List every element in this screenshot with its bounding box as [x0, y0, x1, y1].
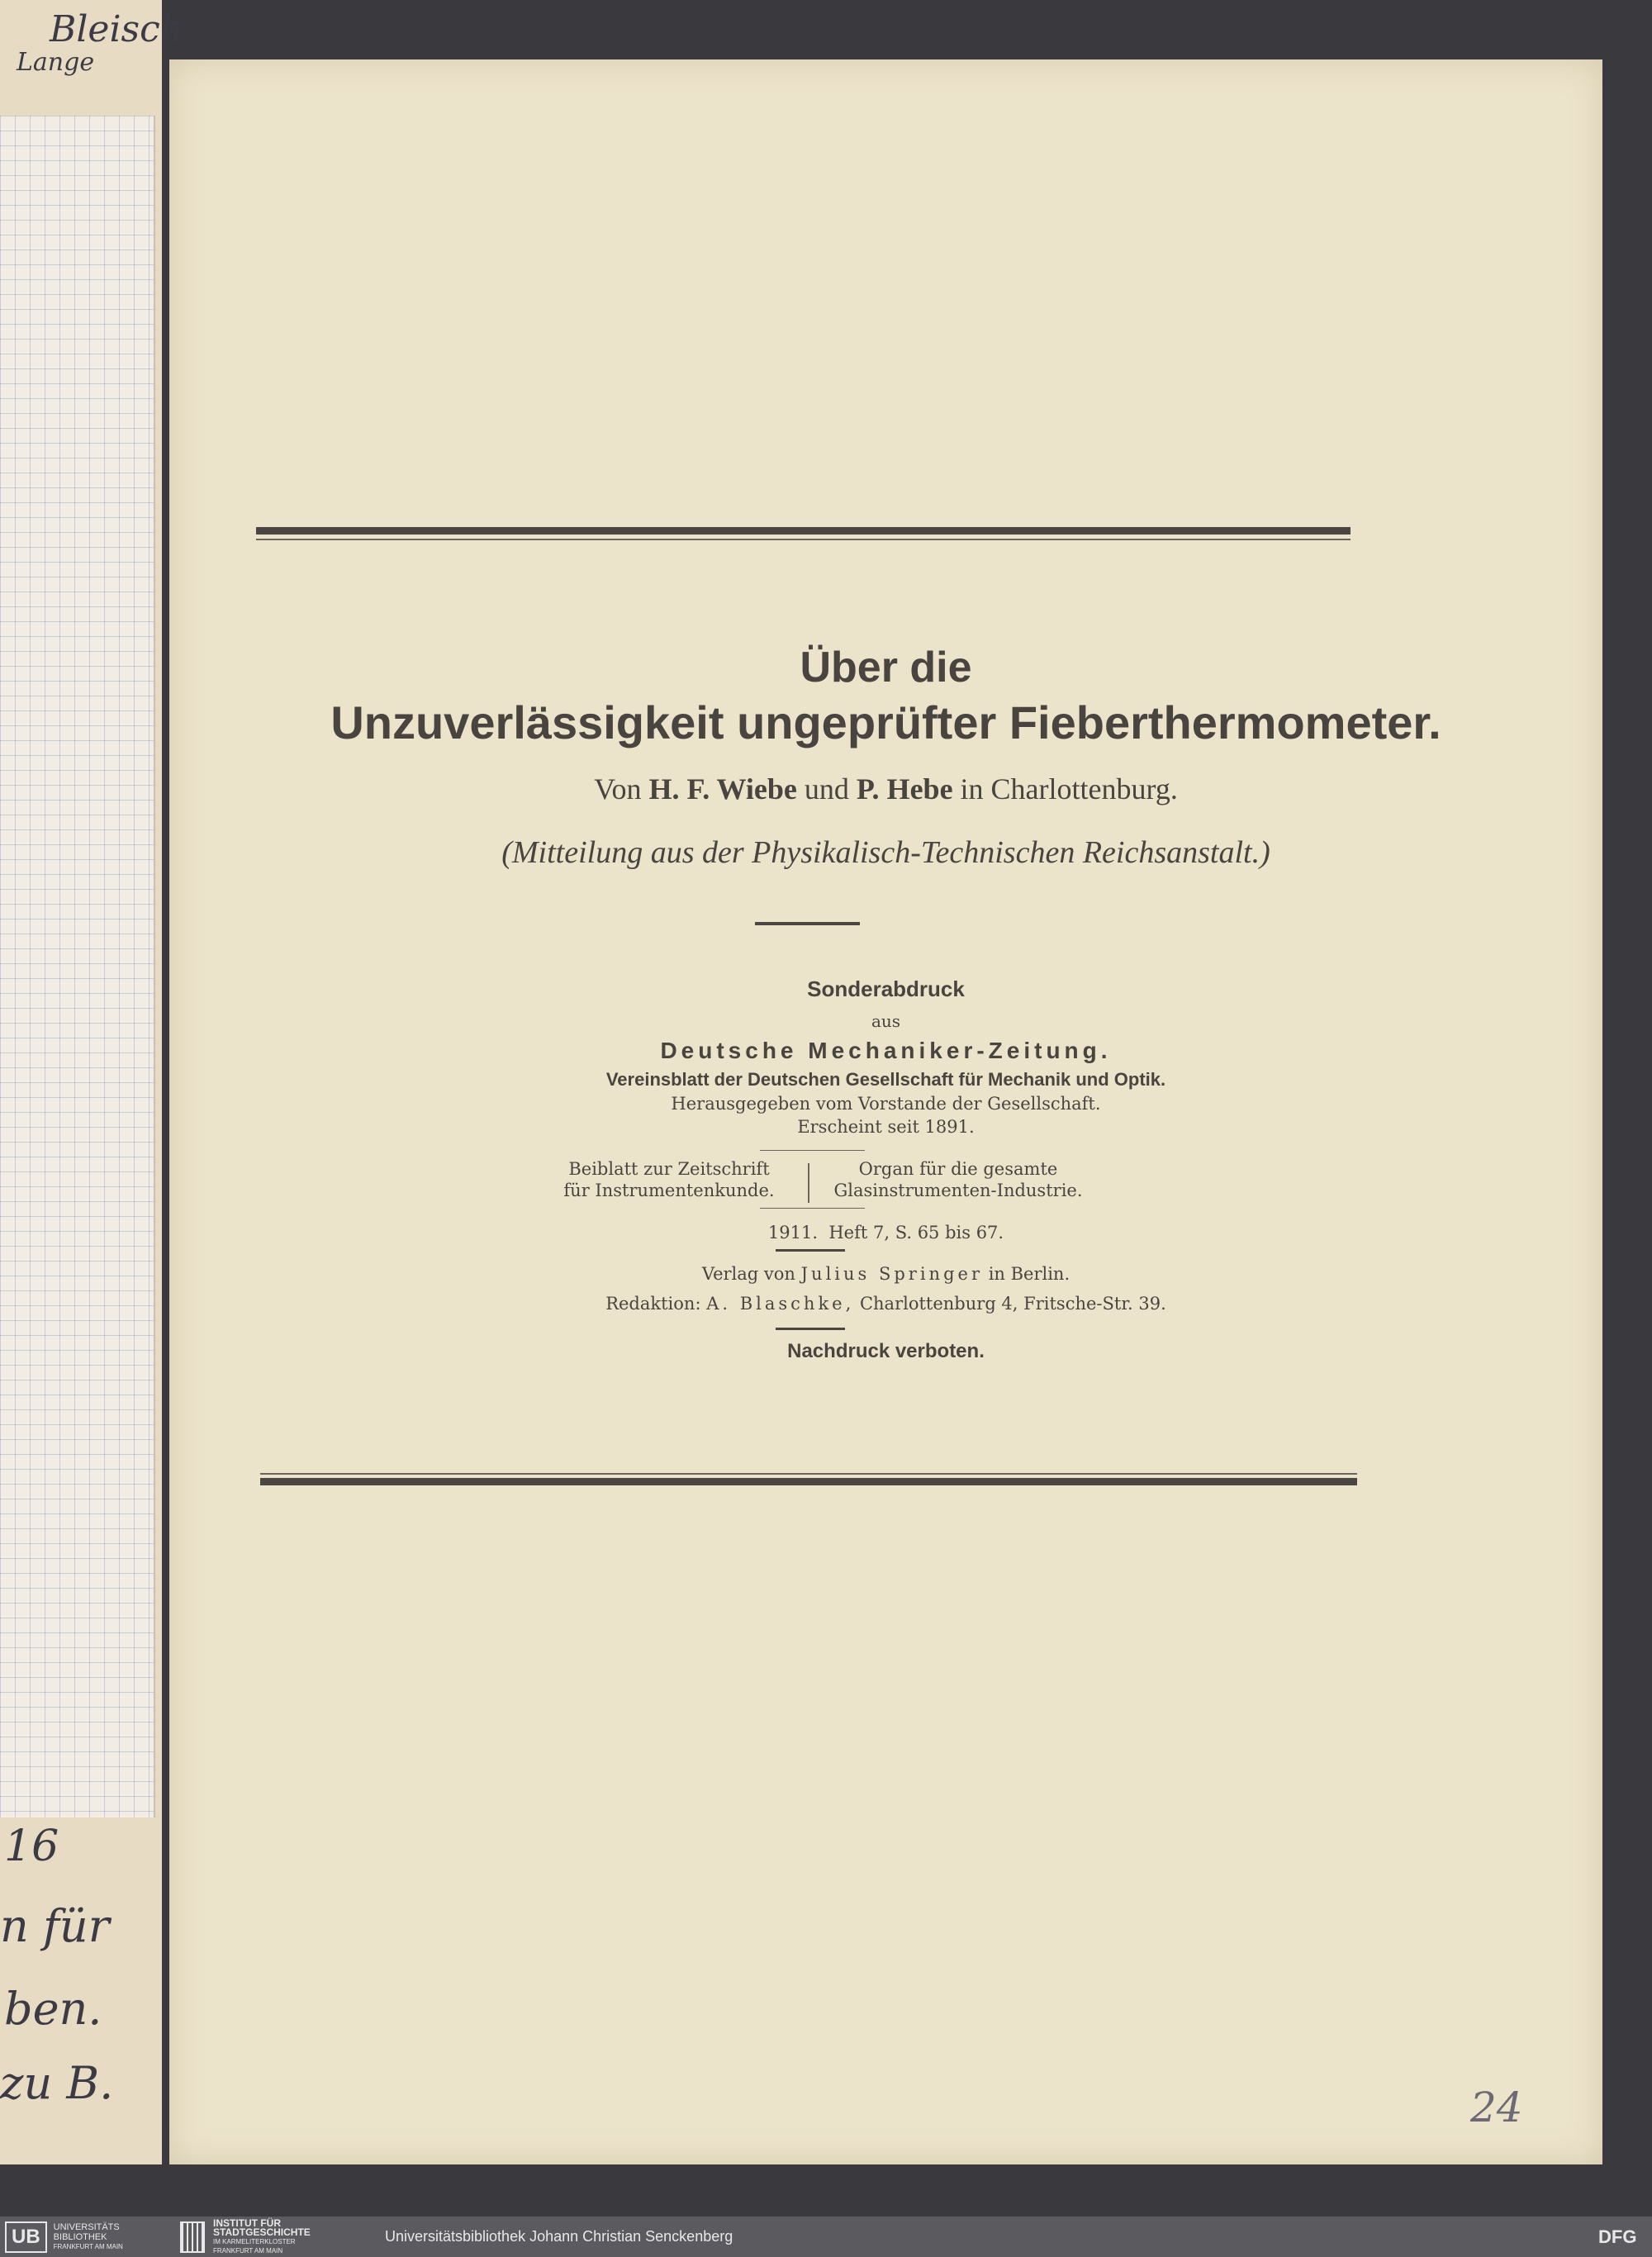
small-rule-4	[776, 1328, 845, 1330]
byline	[169, 772, 1602, 806]
inst-line-4: FRANKFURT AM MAIN	[213, 2246, 283, 2255]
handwriting-6: zu B.	[0, 2057, 114, 2109]
handwriting-3: 16	[4, 1822, 59, 1871]
title-line-1: Über die	[800, 644, 972, 691]
beiblatt-column	[545, 1158, 793, 1201]
organ-column	[822, 1158, 1094, 1201]
beiblatt-line-2: für Instrumentenkunde.	[563, 1181, 775, 1200]
redaktion-prefix: Redaktion:	[605, 1294, 701, 1314]
grid-paper	[0, 116, 155, 1817]
byline-und: und	[804, 772, 849, 805]
redaktion	[169, 1294, 1602, 1314]
top-rule-thick	[256, 527, 1351, 535]
page-number-handwritten: 24	[1470, 2084, 1523, 2131]
inst-line-3: IM KARMELITERKLOSTER	[213, 2237, 296, 2245]
ub-text-1: UNIVERSITÄTS	[53, 2221, 120, 2232]
aus: aus	[871, 1011, 901, 1031]
institute-text	[213, 2219, 311, 2255]
dfg-logo[interactable]: DFG	[1598, 2226, 1637, 2247]
handwriting-4: n für	[0, 1900, 110, 1952]
verlag	[169, 1264, 1602, 1284]
sonderabdruck: Sonderabdruck	[807, 976, 965, 1001]
organ-line-2: Glasinstrumenten-Industrie.	[833, 1181, 1083, 1200]
title-line-2: Unzuverlässigkeit ungeprüfter Fieberthermometer.	[330, 696, 1441, 748]
erscheint: Erscheint seit 1891.	[797, 1117, 975, 1137]
ub-text-2: BIBLIOTHEK	[53, 2231, 107, 2242]
bottom-rule-thin	[260, 1473, 1357, 1475]
column-divider	[808, 1163, 809, 1203]
author-2: P. Hebe	[856, 772, 953, 805]
small-rule-1	[760, 1150, 865, 1151]
author-1: H. F. Wiebe	[648, 772, 797, 805]
issue-info: 1911. Heft 7, S. 65 bis 67.	[767, 1223, 1004, 1243]
nachdruck-verboten: Nachdruck verboten.	[787, 1340, 985, 1362]
inst-line-2: STADTGESCHICHTE	[213, 2226, 311, 2238]
organ-line-1: Organ für die gesamte	[858, 1159, 1058, 1179]
library-name: Universitätsbibliothek Johann Christian Senckenberg	[385, 2228, 733, 2245]
ub-mark: UB	[5, 2221, 47, 2253]
redaktion-name: A. Blaschke,	[706, 1294, 855, 1314]
byline-von: Von	[594, 772, 642, 805]
ub-logo[interactable]	[5, 2217, 123, 2257]
beiblatt-line-1: Beiblatt zur Zeitschrift	[568, 1159, 770, 1179]
inst-line-1: INSTITUT FÜR	[213, 2217, 281, 2229]
journal-name: Deutsche Mechaniker-Zeitung.	[660, 1038, 1112, 1063]
handwriting-5: ben.	[4, 1983, 102, 2035]
underlying-sheet	[0, 0, 184, 2164]
institute-logo[interactable]	[180, 2217, 311, 2257]
top-rule-thin	[256, 539, 1351, 540]
small-rule-3	[776, 1249, 845, 1252]
redaktion-suffix: Charlottenburg 4, Fritsche-Str. 39.	[859, 1294, 1166, 1314]
bottom-rule-thick	[260, 1478, 1357, 1485]
verlag-name: Julius Springer	[800, 1264, 983, 1284]
journal-subtitle: Vereinsblatt der Deutschen Gesellschaft für Mechanik und Optik.	[605, 1069, 1166, 1090]
herausgeber: Herausgegeben vom Vorstande der Gesellschaft.	[671, 1094, 1101, 1114]
subtitle: (Mitteilung aus der Physikalisch-Technischen Reichsanstalt.)	[501, 835, 1270, 870]
footer-bar	[0, 2217, 1652, 2257]
ub-text-3: FRANKFURT AM MAIN	[53, 2242, 123, 2250]
handwriting-2: Lange	[17, 48, 95, 77]
ub-text	[54, 2222, 123, 2252]
small-rule-2	[760, 1208, 865, 1209]
institute-icon	[180, 2221, 205, 2253]
handwriting-1: Bleisch	[50, 8, 184, 50]
verlag-suffix: in Berlin.	[988, 1264, 1070, 1284]
byline-location: in Charlottenburg.	[960, 772, 1178, 805]
verlag-prefix: Verlag von	[701, 1264, 795, 1284]
short-rule	[755, 922, 860, 925]
document-page	[169, 59, 1602, 2164]
